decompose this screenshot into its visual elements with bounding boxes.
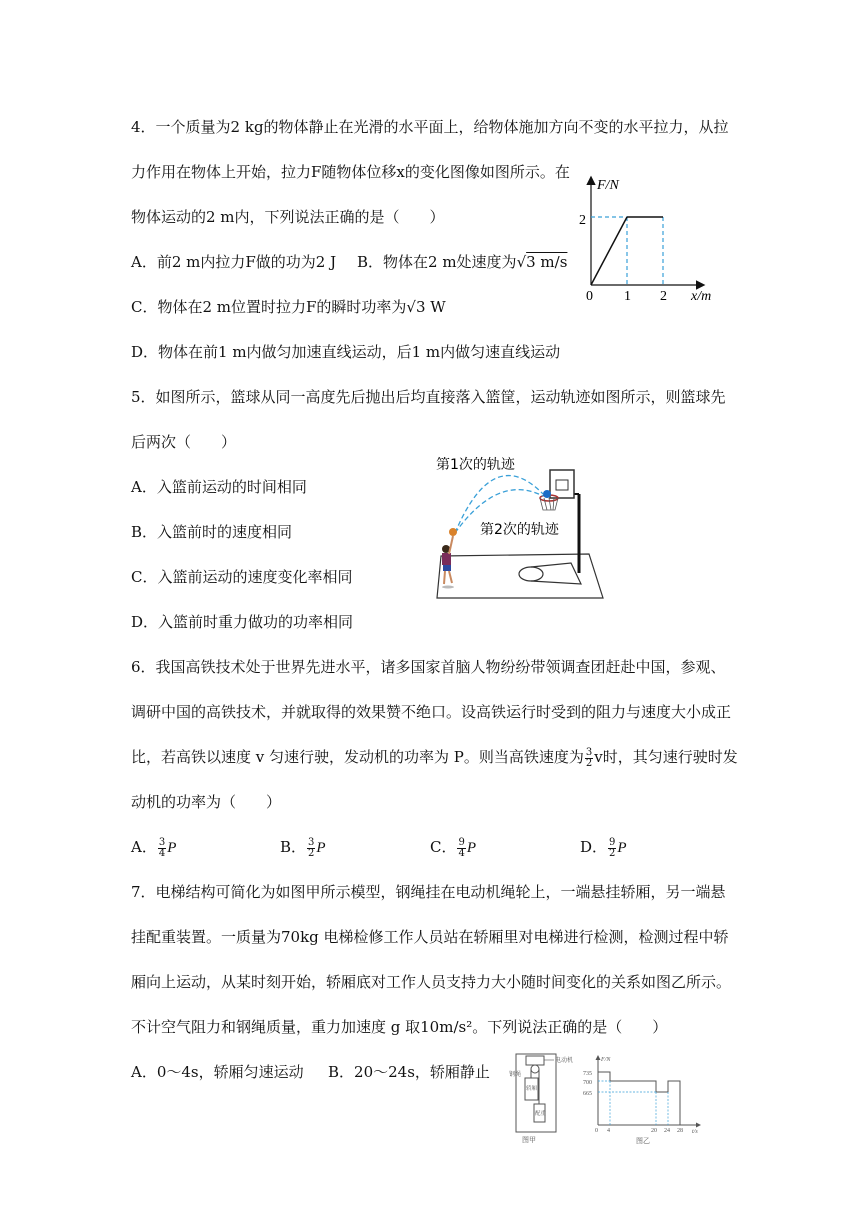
- q7-option-b: B．20～24s，轿厢静止: [328, 1063, 490, 1081]
- trajectory-1-label: 第1次的轨迹: [436, 457, 515, 473]
- backboard: [550, 470, 574, 498]
- x-tick-24: 24: [664, 1128, 670, 1134]
- x-axis-label: x/m: [691, 289, 712, 304]
- trajectory-2-label: 第2次的轨迹: [480, 522, 559, 538]
- y-axis-label: F/N: [601, 1057, 611, 1063]
- q6-option-a-fraction: [158, 838, 166, 859]
- x-tick-1: 1: [624, 289, 631, 304]
- basketball-at-hoop: [543, 490, 551, 498]
- q4-option-a: A．前2 m内拉力F做的功为2 J: [131, 253, 337, 271]
- q6-line2: 调研中国的高铁技术，并就取得的效果赞不绝口。设高铁运行时受到的阻力与速度大小成正: [131, 703, 732, 721]
- fraction-numerator: 9: [609, 836, 616, 848]
- fraction-denominator: 2: [609, 847, 616, 859]
- q4-line2: 力作用在物体上开始，拉力F随物体位移x的变化图像如图所示。在: [131, 163, 570, 181]
- key-lines: [531, 563, 581, 584]
- fraction-denominator: 4: [158, 847, 166, 859]
- q4-option-b-value: 3 m/s: [526, 253, 568, 271]
- q6-option-c: [430, 837, 476, 859]
- series-segment-0: [591, 217, 627, 285]
- q4-line3: 物体运动的2 m内，下列说法正确的是（ ）: [131, 208, 445, 226]
- q5-line2: 后两次（ ）: [131, 433, 237, 451]
- q7-elevator-diagram: [508, 1048, 583, 1146]
- power-symbol: P: [316, 840, 326, 856]
- q6-option-b-fraction: [307, 838, 315, 859]
- fraction-denominator: 2: [308, 847, 315, 859]
- fraction-denominator: 4: [458, 847, 465, 859]
- q5-option-c: C．入篮前运动的速度变化率相同: [131, 568, 353, 586]
- q7-line4: 不计空气阻力和钢绳质量，重力加速度 g 取10m/s²。下列说法正确的是（ ）: [131, 1018, 668, 1036]
- q6-option-b-label: B．: [280, 838, 307, 856]
- series-lines: [591, 217, 663, 285]
- player-figure: [442, 528, 457, 589]
- fraction-numerator: 3: [158, 836, 166, 848]
- q6-line4: 动机的功率为（ ）: [131, 793, 282, 811]
- x-tick-28: 28: [677, 1128, 683, 1134]
- q6-option-a: [131, 837, 176, 859]
- pulley: [531, 1065, 539, 1073]
- q4-option-d: D．物体在前1 m内做匀加速直线运动，后1 m内做匀速直线运动: [131, 343, 561, 361]
- q4-option-c-value: 3 W: [415, 298, 446, 316]
- y-tick-665: 665: [583, 1091, 592, 1097]
- q6-line3-text-end: v时，其匀速行驶时发: [594, 748, 738, 766]
- q6-line1: 6．我国高铁技术处于世界先进水平，诸多国家首脑人物纷纷带领调查团赶赴中国，参观、: [131, 658, 726, 676]
- counterweight-label: 配重: [535, 1111, 547, 1117]
- q6-line3: [131, 747, 738, 769]
- q5-option-b: B．入篮前时的速度相同: [131, 523, 293, 541]
- fraction-numerator: 3: [585, 746, 593, 758]
- y-tick-2: 2: [579, 213, 586, 228]
- q7-line1: 7．电梯结构可简化为如图甲所示模型，钢绳挂在电动机绳轮上，一端悬挂轿厢，另一端悬: [131, 883, 726, 901]
- x-tick-20: 20: [651, 1128, 657, 1134]
- x-axis-label: t/s: [692, 1129, 698, 1135]
- q6-option-d: [580, 837, 627, 859]
- fraction-numerator: 3: [308, 836, 315, 848]
- y-tick-700: 700: [583, 1080, 592, 1086]
- q4-option-c-text: C．物体在2 m位置时拉力F的瞬时功率为: [131, 298, 407, 316]
- q6-option-b: [280, 837, 326, 859]
- x-tick-0: 0: [595, 1128, 598, 1134]
- motor-box: [526, 1056, 544, 1065]
- q6-option-a-label: A．: [131, 838, 157, 856]
- q4-line1: 4．一个质量为2 kg的物体静止在光滑的水平面上，给物体施加方向不变的水平拉力，从拉: [131, 118, 729, 136]
- figure-b-caption: 图乙: [636, 1137, 650, 1145]
- car-label: 轿厢: [526, 1086, 538, 1092]
- q5-basketball-figure: [433, 448, 608, 603]
- power-symbol: P: [617, 840, 627, 856]
- q4-option-c: [131, 297, 446, 317]
- q6-line3-text: 比，若高铁以速度 v 匀速行驶，发动机的功率为 P。则当高铁速度为: [131, 748, 584, 766]
- sqrt-symbol: √: [516, 253, 527, 271]
- q5-option-a: A．入篮前运动的时间相同: [131, 478, 307, 496]
- q6-option-c-label: C．: [430, 838, 457, 856]
- ft-guide-lines: [598, 1081, 668, 1125]
- motor-label: 电动机: [555, 1057, 574, 1064]
- free-throw-circle: [519, 567, 543, 581]
- q5-option-d: D．入篮前时重力做功的功率相同: [131, 613, 354, 631]
- y-tick-735: 735: [583, 1071, 592, 1077]
- x-tick-2: 2: [660, 289, 667, 304]
- q6-option-d-fraction: [608, 838, 616, 859]
- q6-option-d-label: D．: [580, 838, 608, 856]
- figure-a-caption: 图甲: [522, 1136, 536, 1144]
- q7-option-a: A．0～4s，轿厢匀速运动: [131, 1063, 304, 1081]
- y-axis-label: F/N: [597, 178, 619, 193]
- x-tick-0: 0: [586, 289, 593, 304]
- q7-line2: 挂配重装置。一质量为70kg 电梯检修工作人员站在轿厢里对电梯进行检测，检测过程中轿: [131, 928, 729, 946]
- q5-line1: 5．如图所示，篮球从同一高度先后抛出后均直接落入篮筐，运动轨迹如图所示，则篮球先: [131, 388, 726, 406]
- q4-fx-chart: [575, 172, 725, 307]
- power-symbol: P: [466, 840, 477, 856]
- fraction-denominator: 2: [585, 757, 593, 769]
- power-symbol: P: [167, 840, 177, 856]
- q6-speed-fraction: [585, 748, 593, 769]
- x-tick-4: 4: [607, 1128, 610, 1134]
- q7-line3: 厢向上运动，从某时刻开始，轿厢底对工作人员支持力大小随时间变化的关系如图乙所示。: [131, 973, 732, 991]
- q4-option-b: [357, 252, 567, 272]
- sqrt-symbol: √: [406, 298, 416, 316]
- q6-option-c-fraction: [457, 838, 465, 859]
- q4-option-b-text: B．物体在2 m处速度为: [357, 253, 517, 271]
- rope-label: 钢绳: [509, 1071, 522, 1078]
- fraction-numerator: 9: [458, 836, 465, 848]
- q7-ft-chart: [580, 1050, 710, 1146]
